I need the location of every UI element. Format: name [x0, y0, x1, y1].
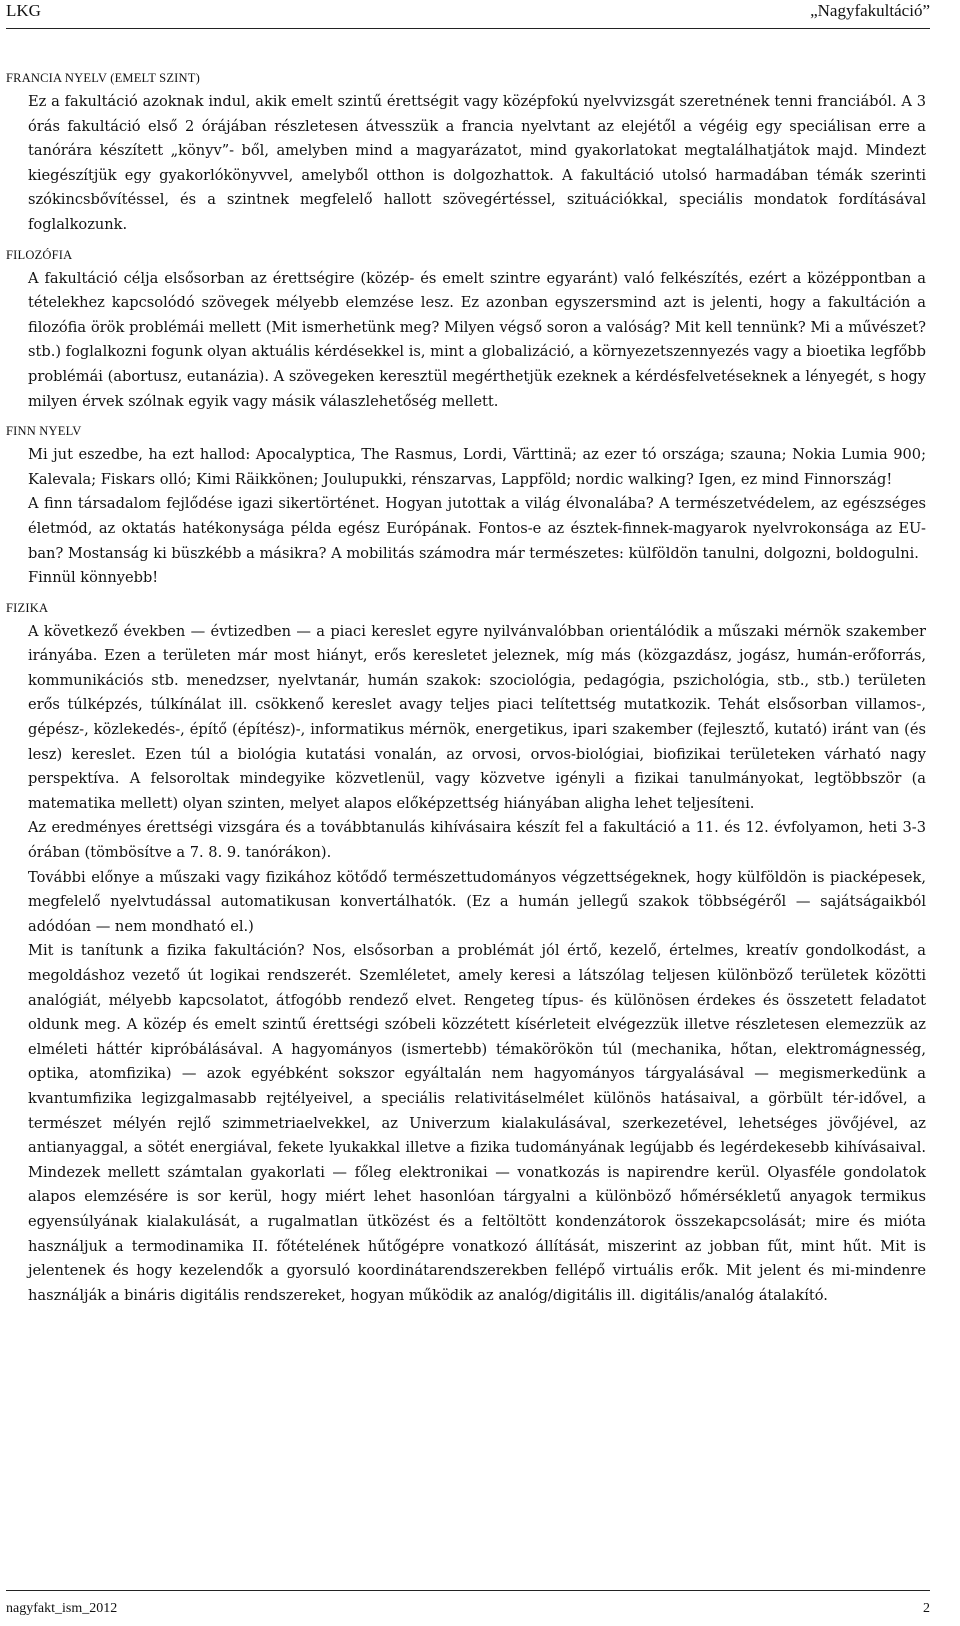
paragraph: Ez a fakultáció azoknak indul, akik emelt szintű érettségit vagy középfokú nyelvvizsgát szeretnének tenni franciából. A 3 órás fakultáció első 2 órájában részletesen átvesszük a francia nyelvtant az elejétől a végéig egy speciálisan erre a tanórára készített „könyv”- ből, amelyben mind a magyarázatot, mind gyakorlatokat megtalálhatjátok majd. Mindezt kiegészítjük egy gyakorlókönyvvel, amelyből otthon is dolgozhattok. A fakultáció utolsó harmadában témák szerinti szókincsbővítéssel, és a szintnek megfelelő hallott szövegértéssel, szituációkkal, speciális mondatok fordításával foglalkozunk. — [28, 93, 926, 233]
section-body — [28, 620, 926, 1309]
header-left-label: LKG — [6, 1, 41, 20]
paragraph: Mit is tanítunk a fizika fakultáción? Nos, elsősorban a problémát jól értő, kezelő, értelmes, kreatív gondolkodást, a megoldáshoz vezető út logikai rendszerét. Szemléletet, amely keresi a látszólag teljesen különböző területek közötti analógiát, mélyebb kapcsolatot, átfogóbb rendező elvet. Rengeteg típus- és különösen érdekes és összetett feladatot oldunk meg. A közép és emelt szintű érettségi szóbeli közzétett kísérleteit elvégezzük illetve részletesen elemezzük az elméleti háttér kipróbálásával. A hagyományos (ismertebb) témakörökön túl (mechanika, hőtan, elektromágnesség, optika, atomfizika) — azok egyébként sokszor egyáltalán nem hagyományos tárgyalásával — megismerkedünk a kvantumfizika legizgalmasabb rejtélyeivel, a speciális relativitáselmélet különös hatásaival, a görbült tér-idővel, a természet mélyén rejlő szimmetriaelvekkel, az Univerzum kialakulásával, szerkezetével, lehetséges jövőjével, az antianyaggal, a sötét energiával, fekete lyukakkal illetve a fizika tudományának legújabb és legérdekesebb kihívásaival. Mindezek mellett számtalan gyakorlati — főleg elektronikai — vonatkozás is napirendre kerül. Olyasféle gondolatok alapos elemzésére is sor kerül, hogy miért lehet hasonlóan tárgyalni a különböző hőmérsékletű anyagok termikus egyensúlyának kialakulását, a rugalmatlan ütközést és a feltöltött kondenzátorok összekapcsolását; mire és mióta használjuk a termodinamika II. főtételének hűtőgépre vonatkozó állítását, miszerint az jobban fűt, mint hűt. Mit is jelentenek és hogy kezelendők a gyorsuló koordinátarendszerekben fellépő virtuális erők. Mit jelent és mi-mindenre használják a bináris digitális rendszereket, hogyan működik az analóg/digitális ill. digitális/analóg átalakító. — [28, 942, 926, 1304]
section-title: FINN NYELV — [6, 424, 82, 439]
page-number: 2 — [923, 1601, 930, 1616]
section-body — [28, 267, 926, 415]
page-footer — [6, 1590, 930, 1621]
paragraph: A finn társadalom fejlődése igazi sikertörténet. Hogyan jutottak a világ élvonalába? A természetvédelem, az egészséges életmód, az oktatás hatékonysága példa egész Európának. Fontos-e az észtek-finnek-magyarok nyelvrokonsága az EU-ban? Mostanság ki büszkébb a másikra? A mobilitás számodra már természetes: külföldön tanulni, dolgozni, boldogulni. — [28, 495, 926, 562]
footer-filename: nagyfakt_ism_2012 — [6, 1601, 118, 1616]
section-title: FRANCIA NYELV (EMELT SZINT) — [6, 71, 200, 85]
section-body — [28, 90, 926, 238]
paragraph: Az eredményes érettségi vizsgára és a továbbtanulás kihívásaira készít fel a fakultáció a 11. és 12. évfolyamon, heti 3-3 órában (tömbösítve a 7. 8. 9. tanórákon). — [28, 819, 926, 862]
header-right-title: „Nagyfakultáció” — [810, 1, 930, 20]
section-finn-nyelv — [6, 423, 926, 591]
document-body — [6, 70, 926, 1308]
section-filozofia — [6, 247, 926, 415]
paragraph: Finnül könnyebb! — [28, 569, 159, 587]
page-header — [6, 0, 930, 29]
section-title: FIZIKA — [6, 600, 49, 615]
paragraph: További előnye a műszaki vagy fizikához kötődő természettudományos végzettségeknek, hogy külföldön is piacképesek, megfelelő nyelvtudással automatikusan konvertálhatók. (Ez a humán jellegű szakok többségéről — sajátságaikból adódóan — nem mondható el.) — [28, 868, 926, 935]
section-body — [28, 443, 926, 591]
section-fizika — [6, 600, 926, 1309]
section-title: FILOZÓFIA — [6, 247, 73, 262]
paragraph: Mi jut eszedbe, ha ezt hallod: Apocalyptica, The Rasmus, Lordi, Värttinä; az ezer tó országa; szauna; Nokia Lumia 900; Kalevala; Fiskars olló; Kimi Räikkönen; Joulupukki, rénszarvas, Lappföld; nordic walking? Igen, ez mind Finnország! — [28, 446, 926, 488]
section-francia-nyelv — [6, 70, 926, 238]
paragraph: A fakultáció célja elsősorban az érettségire (közép- és emelt szintre egyaránt) való felkészítés, ezért a középpontban a tételekhez kapcsolódó szövegek mélyebb elemzése lesz. Ez azonban egyszersmind azt is jelenti, hogy a fakultáción a filozófia örök problémái mellett (Mit ismerhetünk meg? Milyen végső soron a valóság? Mit kell tennünk? Mi a művészet? stb.) foglalkozni fogunk olyan aktuális kérdésekkel is, mint a globalizáció, a környezetszennyezés vagy a bioetika legfőbb problémái (abortusz, eutanázia). A szövegeken keresztül megérthetjük ezeknek a kérdésfelvetéseknek a lényegét, s hogy milyen érvek szólnak egyik vagy másik válaszlehetőség mellett. — [28, 269, 926, 410]
paragraph: A következő években — évtizedben — a piaci kereslet egyre nyilvánvalóbban orientálódik a műszaki mérnök szakember irányába. Ezen a területen már most hiányt, erős keresletet jeleznek, míg más (közgazdász, jogász, humán-erőforrás, kommunikációs stb. menedzser, nyelvtanár, humán szakok: szociológia, pedagógia, pszichológia, stb., stb.) területen erős túlképzés, túlkínálat ill. csökkenő kereslet avagy teljes piaci telítettség mutatkozik. Tehát elsősorban villamos-, gépész-, közlekedés-, építő (építész)-, informatikus mérnök, energetikus, ipari szakember (fejlesztő, kutató) iránt van (és lesz) kereslet. Ezen túl a biológia kutatási vonalán, az orvosi, orvos-biológiai, biofizikai területeken várható nagy perspektíva. A felsoroltak mindegyike közvetlenül, vagy közvetve igényli a fizikai tanulmányokat, legtöbbször (a matematika mellett) olyan szinten, melyet alapos előképzettség hiányában aligha lehet teljesíteni. — [28, 622, 926, 812]
